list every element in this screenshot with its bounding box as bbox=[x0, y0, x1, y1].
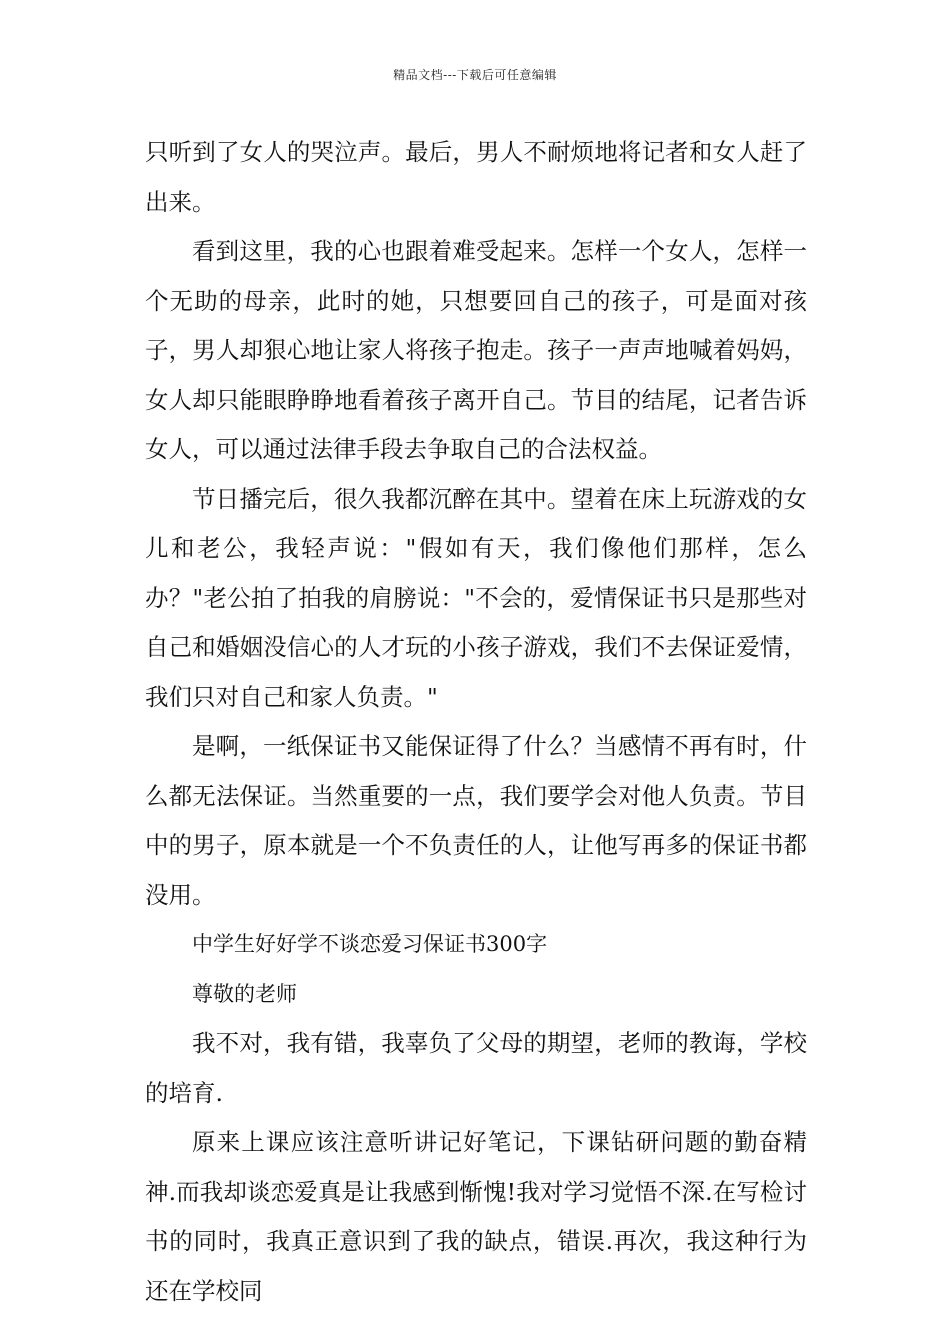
paragraph: 是啊，一纸保证书又能保证得了什么？当感情不再有时，什么都无法保证。当然重要的一点，我们要学会对他人负责。节目中的男子，原本就是一个不负责任的人，让他写再多的保证书都没用。 bbox=[145, 732, 807, 909]
paragraph: 节日播完后，很久我都沉醉在其中。望着在床上玩游戏的女儿和老公，我轻声说："假如有天，我们像他们那样，怎么办？"老公拍了拍我的肩膀说："不会的，爱情保证书只是那些对自己和婚姻没信心的人才玩的小孩子游戏，我们不去保证爱情，我们只对自己和家人负责。" bbox=[145, 484, 807, 711]
paragraph: 我不对，我有错，我辜负了父母的期望，老师的教诲，学校的培育. bbox=[145, 1029, 807, 1107]
paragraph: 看到这里，我的心也跟着难受起来。怎样一个女人，怎样一个无助的母亲，此时的她，只想要回自己的孩子，可是面对孩子，男人却狠心地让家人将孩子抱走。孩子一声声地喊着妈妈，女人却只能眼睁睁地看着孩子离开自己。节目的结尾，记者告诉女人，可以通过法律手段去争取自己的合法权益。 bbox=[145, 237, 807, 463]
section-title: 中学生好好学不谈恋爱习保证书300字 bbox=[192, 932, 548, 956]
paragraph: 只听到了女人的哭泣声。最后，男人不耐烦地将记者和女人赶了出来。 bbox=[145, 138, 807, 216]
paragraph: 原来上课应该注意听讲记好笔记，下课钻研问题的勤奋精神.而我却谈恋爱真是让我感到惭愧!我对学习觉悟不深.在写检讨书的同时，我真正意识到了我的缺点，错误.再次，我这种行为还在学校同 bbox=[145, 1128, 807, 1305]
salutation: 尊敬的老师 bbox=[192, 981, 297, 1006]
page-header: 精品文档---下载后可任意编辑 bbox=[393, 68, 557, 82]
document-body bbox=[145, 128, 807, 1316]
